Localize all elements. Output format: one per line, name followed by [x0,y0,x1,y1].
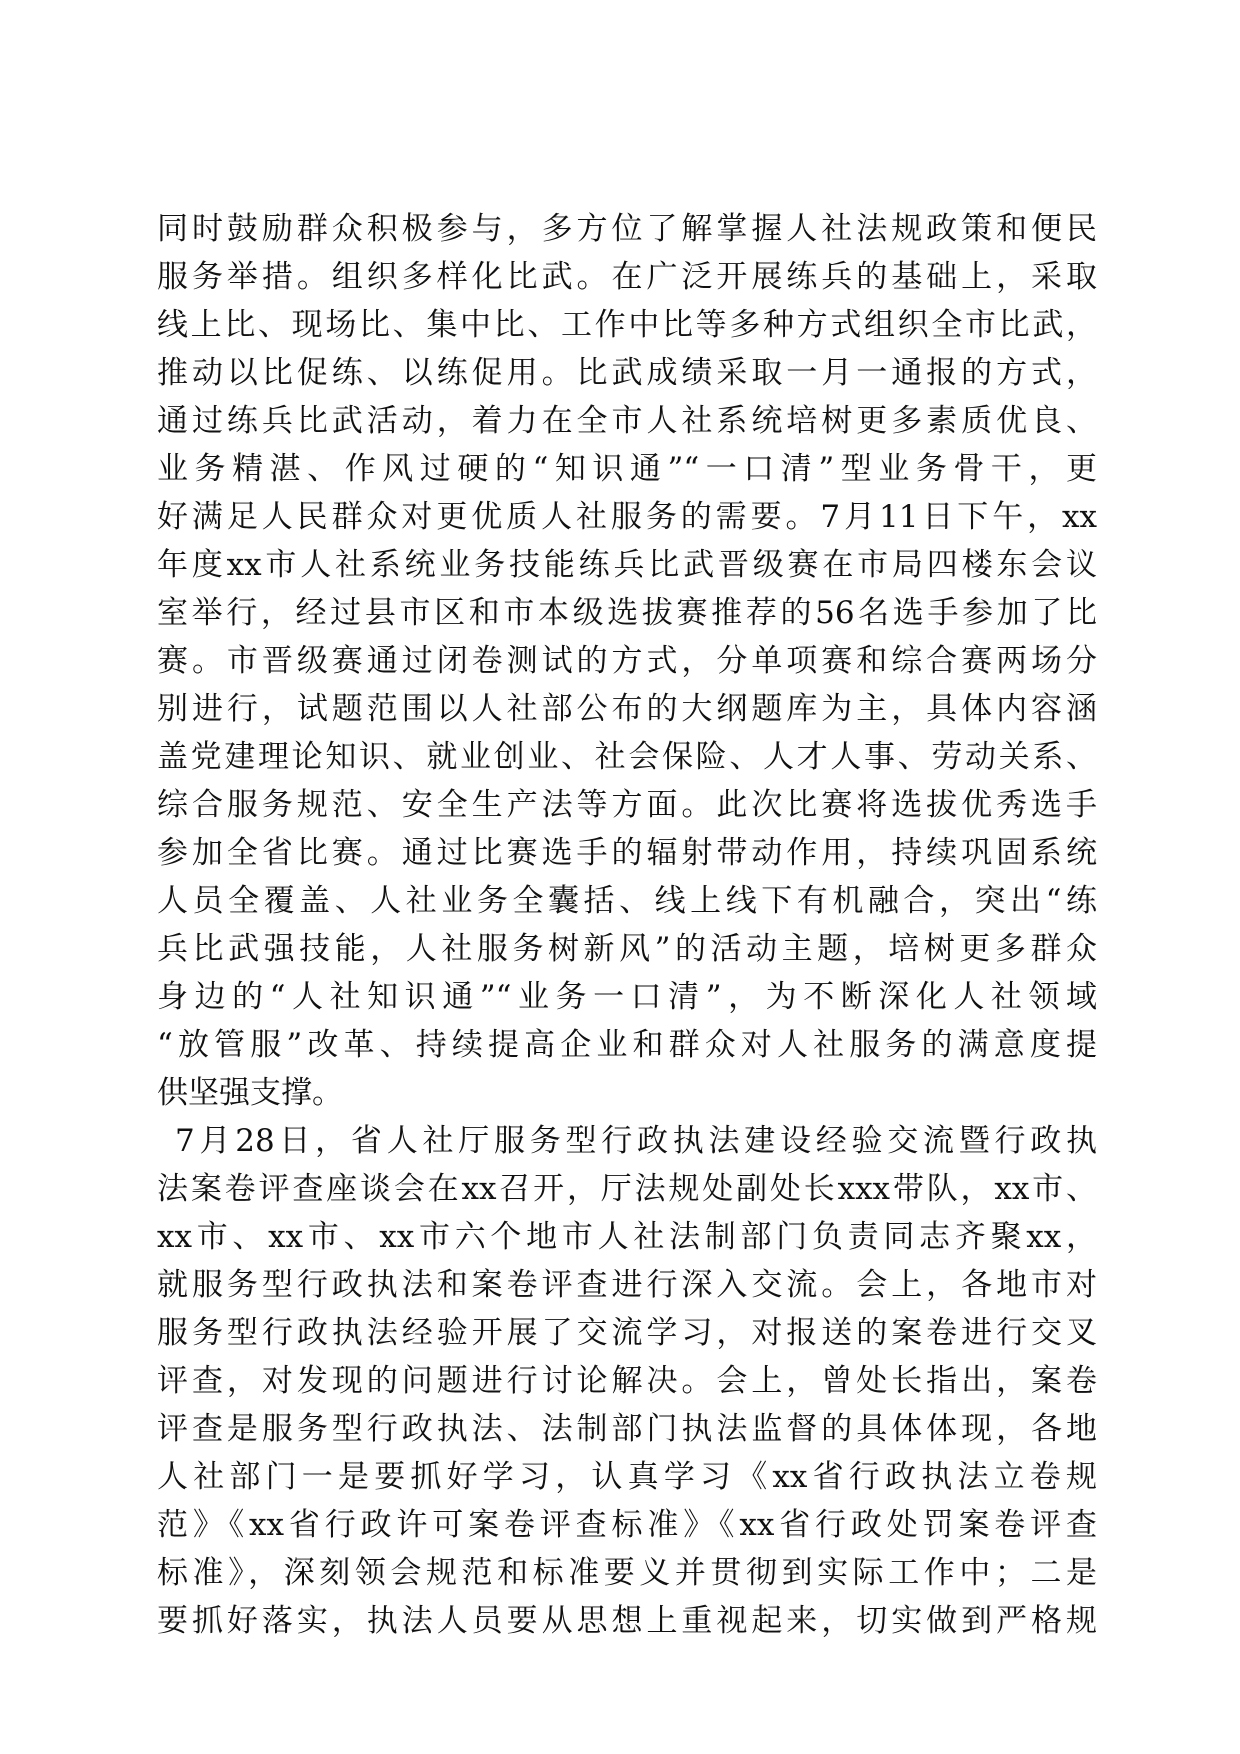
text-line: 要抓好落实，执法人员要从思想上重视起来，切实做到严格规 [157,1603,1097,1639]
text-line: 别进行，试题范围以人社部公布的大纲题库为主，具体内容涵 [157,691,1097,727]
text-line: 兵比武强技能，人社服务树新风”的活动主题，培树更多群众 [157,931,1097,967]
text-line: 法案卷评查座谈会在xx召开，厅法规处副处长xxx带队，xx市、 [157,1171,1097,1207]
text-line: 就服务型行政执法和案卷评查进行深入交流。会上，各地市对 [157,1267,1097,1303]
text-line: 参加全省比赛。通过比赛选手的辐射带动作用，持续巩固系统 [157,835,1097,871]
text-line: 赛。市晋级赛通过闭卷测试的方式，分单项赛和综合赛两场分 [157,643,1097,679]
text-line: 评查是服务型行政执法、法制部门执法监督的具体体现，各地 [157,1411,1097,1447]
text-line: 评查，对发现的问题进行讨论解决。会上，曾处长指出，案卷 [157,1363,1097,1399]
text-line: “放管服”改革、持续提高企业和群众对人社服务的满意度提 [157,1027,1097,1063]
text-line: 身边的“人社知识通”“业务一口清”，为不断深化人社领域 [157,979,1097,1015]
text-line: 服务型行政执法经验开展了交流学习，对报送的案卷进行交叉 [157,1315,1097,1351]
body-text [157,205,1097,1645]
text-line: 室举行，经过县市区和市本级选拔赛推荐的56名选手参加了比 [157,595,1097,631]
text-line: 盖党建理论知识、就业创业、社会保险、人才人事、劳动关系、 [157,739,1097,775]
text-line: xx市、xx市、xx市六个地市人社法制部门负责同志齐聚xx， [157,1219,1097,1255]
text-line: 推动以比促练、以练促用。比武成绩采取一月一通报的方式， [157,355,1097,391]
text-line: 人社部门一是要抓好学习，认真学习《xx省行政执法立卷规 [157,1459,1097,1495]
text-line: 标准》，深刻领会规范和标准要义并贯彻到实际工作中；二是 [157,1555,1097,1591]
text-line: 线上比、现场比、集中比、工作中比等多种方式组织全市比武， [157,307,1097,343]
text-line: 同时鼓励群众积极参与，多方位了解掌握人社法规政策和便民 [157,211,1097,247]
text-line: 供坚强支撑。 [157,1075,343,1111]
text-line: 人员全覆盖、人社业务全囊括、线上线下有机融合，突出“练 [157,883,1097,919]
text-line: 综合服务规范、安全生产法等方面。此次比赛将选拔优秀选手 [157,787,1097,823]
paragraph-start-line: 7月28日，省人社厅服务型行政执法建设经验交流暨行政执 [175,1123,1097,1159]
text-line: 范》《xx省行政许可案卷评查标准》《xx省行政处罚案卷评查 [157,1507,1097,1543]
text-line: 通过练兵比武活动，着力在全市人社系统培树更多素质优良、 [157,403,1097,439]
text-line: 服务举措。组织多样化比武。在广泛开展练兵的基础上，采取 [157,259,1097,295]
text-line: 业务精湛、作风过硬的“知识通”“一口清”型业务骨干，更 [157,451,1097,487]
text-line: 年度xx市人社系统业务技能练兵比武晋级赛在市局四楼东会议 [157,547,1097,583]
text-line: 好满足人民群众对更优质人社服务的需要。7月11日下午，xx [157,499,1097,535]
